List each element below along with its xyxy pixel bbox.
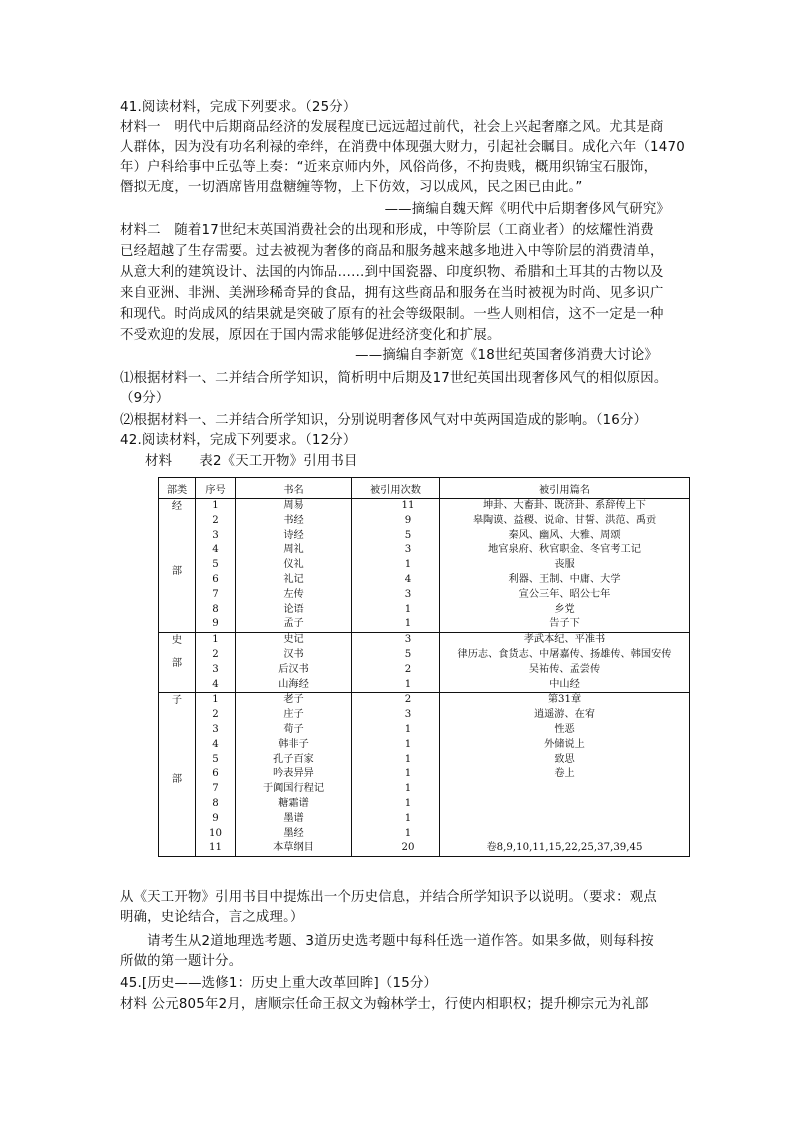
row-index: 6 xyxy=(212,573,219,585)
citation-count: 3 xyxy=(404,544,412,556)
choose-notice: 请考生从2道地理选考题、3道历史选考题中每科任选一道作答。如果多做，则每科按 xyxy=(120,934,654,949)
cited-chapters-column xyxy=(440,633,690,693)
book-title: 于阗国行程记 xyxy=(262,783,325,795)
book-title-column xyxy=(236,499,352,633)
cited-chapters: 坤卦、大畜卦、既济卦、系辞传上下 xyxy=(483,500,646,511)
cited-chapters: 吴祐传、孟尝传 xyxy=(528,663,601,675)
material2-line: 材料二 随着17世纪末英国消费社会的出现和形成，中等阶层（工商业者）的炫耀性消费 xyxy=(120,223,654,238)
cited-chapters xyxy=(440,827,689,842)
citation-count: 1 xyxy=(404,603,412,615)
row-index: 6 xyxy=(212,768,219,780)
citation-count: 1 xyxy=(404,559,412,571)
row-index: 4 xyxy=(212,678,219,690)
row-index: 2 xyxy=(212,648,219,660)
cited-chapters xyxy=(440,812,689,827)
book-title: 山海经 xyxy=(278,678,309,690)
book-title-column xyxy=(236,693,352,857)
q41-requirement-1: ⑴根据材料一、二并结合所学知识，简析明中后期及17世纪英国出现奢侈风气的相似原因。 xyxy=(120,371,668,386)
category-spacer xyxy=(159,708,195,772)
row-index: 3 xyxy=(212,723,219,735)
book-title: 书经 xyxy=(283,514,304,526)
category-cell xyxy=(159,693,196,857)
category-cell xyxy=(159,633,196,693)
citation-count: 9 xyxy=(404,514,412,526)
book-title: 礼记 xyxy=(283,573,304,585)
category-spacer xyxy=(159,514,195,564)
row-index: 8 xyxy=(212,603,219,615)
row-index: 7 xyxy=(212,588,219,600)
cited-chapters: 孝武本纪、平准书 xyxy=(523,634,606,646)
q41-title: 41.阅读材料，完成下列要求。（25分） xyxy=(120,100,357,115)
cited-chapters xyxy=(440,797,689,812)
choose-notice: 所做的第一题计分。 xyxy=(120,954,243,969)
row-index: 2 xyxy=(212,514,219,526)
category-char: 史 xyxy=(171,635,183,647)
citation-count: 3 xyxy=(404,709,412,721)
material2-line: 从意大利的建筑设计、法国的内饰品……到中国瓷器、印度织物、希腊和土耳其的古物以及 xyxy=(120,265,664,280)
material1-line: 人群体，因为没有功名利禄的牵绊，在消费中体现强大财力，引起社会瞩目。成化六年（1470 xyxy=(120,140,685,155)
material1-source: ——摘编自魏天辉《明代中后期奢侈风气研究》 xyxy=(384,202,670,217)
table-group-row xyxy=(159,633,690,693)
row-index: 2 xyxy=(212,709,219,721)
category-spacer xyxy=(159,648,195,656)
book-title: 荀子 xyxy=(283,723,304,735)
citation-count: 1 xyxy=(404,812,412,824)
book-title: 墨经 xyxy=(283,827,304,839)
cited-chapters: 逍遥游、在宥 xyxy=(533,709,596,721)
citation-count: 1 xyxy=(404,827,412,839)
citation-count: 2 xyxy=(404,694,412,706)
header-cell: 被引用篇名 xyxy=(440,478,690,499)
q41-requirement-1: （9分） xyxy=(120,391,170,406)
table-caption: 材料 表2《天工开物》引用书目 xyxy=(145,454,358,469)
row-index: 5 xyxy=(212,559,219,571)
book-title: 后汉书 xyxy=(278,663,309,675)
row-index: 7 xyxy=(212,783,219,795)
material2-line: 不受欢迎的发展，原因在于国内需求能够促进经济变化和扩展。 xyxy=(120,328,501,343)
book-title: 仪礼 xyxy=(283,559,304,571)
cited-chapters: 秦风、幽风、大雅、周颂 xyxy=(508,529,621,541)
book-title: 孔子百家 xyxy=(273,753,314,765)
row-index-column xyxy=(196,499,236,633)
citation-count: 5 xyxy=(404,648,412,660)
row-index: 1 xyxy=(212,634,219,646)
header-cell: 部类 xyxy=(159,478,196,499)
citation-count: 1 xyxy=(404,797,412,809)
citation-count: 2 xyxy=(404,663,412,675)
citation-count-column xyxy=(352,633,440,693)
table-header-row xyxy=(159,478,690,499)
citation-count: 1 xyxy=(404,768,412,780)
book-title: 韩非子 xyxy=(278,738,309,750)
q42-title: 42.阅读材料，完成下列要求。（12分） xyxy=(120,433,357,448)
citation-count: 1 xyxy=(404,678,412,690)
citation-count: 3 xyxy=(404,634,412,646)
row-index-column xyxy=(196,693,236,857)
cited-chapters: 丧服 xyxy=(554,559,575,571)
cited-chapters: 宣公三年、昭公七年 xyxy=(518,588,611,600)
cited-chapters xyxy=(440,782,689,797)
q45-material: 材料 公元805年2月，唐顺宗任命王叔文为翰林学士，行使内相职权；提升柳宗元为礼部 xyxy=(120,997,649,1012)
material1-line: 年）户科给事中丘弘等上奏：“近来京师内外，风俗尚侈，不拘贵贱，概用织锦宝石服饰， xyxy=(120,160,658,175)
cited-chapters: 卷8,9,10,11,15,22,25,37,39,45 xyxy=(486,842,643,854)
row-index: 10 xyxy=(209,827,222,839)
book-title: 老子 xyxy=(283,694,304,706)
cited-chapters: 利器、王制、中庸、大学 xyxy=(508,573,621,585)
cited-chapters: 地官泉府、秋官职金、冬官考工记 xyxy=(488,544,641,556)
cited-chapters-column xyxy=(440,499,690,633)
category-char: 经 xyxy=(171,501,183,512)
category-cell xyxy=(159,499,196,633)
material2-line: 已经超越了生存需要。过去被视为奢侈的商品和服务越来越多地进入中等阶层的消费清单， xyxy=(120,244,664,259)
book-title: 本草纲目 xyxy=(273,842,314,854)
q41-requirement-2: ⑵根据材料一、二并结合所学知识，分别说明奢侈风气对中英两国造成的影响。（16分） xyxy=(120,413,648,428)
row-index: 4 xyxy=(212,738,219,750)
row-index: 4 xyxy=(212,544,219,556)
table-group-row xyxy=(159,693,690,857)
book-title: 汉书 xyxy=(283,648,304,660)
material1-line: 材料一 明代中后期商品经济的发展程度已远远超过前代，社会上兴起奢靡之风。尤其是商 xyxy=(120,120,664,135)
book-title-column xyxy=(236,633,352,693)
row-index: 8 xyxy=(212,797,219,809)
citation-count: 20 xyxy=(401,842,415,854)
q42-requirement: 明确，史论结合，言之成理。） xyxy=(120,910,304,925)
header-cell: 序号 xyxy=(196,478,236,499)
citation-count: 3 xyxy=(404,588,412,600)
cited-chapters: 致思 xyxy=(554,753,575,765)
book-title: 周礼 xyxy=(283,544,304,556)
table-group-row xyxy=(159,499,690,633)
book-title: 吟表异异 xyxy=(273,768,314,780)
row-index: 3 xyxy=(212,529,219,541)
citation-count: 11 xyxy=(401,500,415,511)
row-index-column xyxy=(196,633,236,693)
cited-chapters: 乡党 xyxy=(554,603,575,615)
category-char: 部 xyxy=(171,566,183,577)
row-index: 3 xyxy=(212,663,219,675)
q45-title: 45.[历史——选修1：历史上重大改革回眸]（15分） xyxy=(120,976,438,991)
material1-line: 僭拟无度，一切酒席皆用盘糖缠等物，上下仿效，习以成风，民之困已由此。” xyxy=(120,180,583,195)
citation-count: 1 xyxy=(404,618,412,630)
cited-chapters: 第31章 xyxy=(547,694,582,706)
book-title: 左传 xyxy=(283,588,304,600)
row-index: 9 xyxy=(212,812,219,824)
material2-line: 来自亚洲、非洲、美洲珍稀奇异的食品，拥有这些商品和服务在当时被视为时尚、见多识广 xyxy=(120,286,664,301)
row-index: 5 xyxy=(212,753,219,765)
citation-count-column xyxy=(352,693,440,857)
q42-requirement: 从《天工开物》引用书目中提炼出一个历史信息，并结合所学知识予以说明。（要求：观点 xyxy=(120,890,657,905)
category-char: 部 xyxy=(171,658,183,670)
material2-source: ——摘编自李新宽《18世纪英国奢侈消费大讨论》 xyxy=(355,348,658,363)
category-char: 部 xyxy=(171,774,183,786)
cited-chapters: 中山经 xyxy=(549,678,580,690)
book-title: 庄子 xyxy=(283,709,304,721)
book-title: 周易 xyxy=(283,500,304,511)
category-char: 子 xyxy=(171,695,183,707)
book-title: 史记 xyxy=(283,634,304,646)
cited-chapters: 律历志、食货志、中屠嘉传、扬雄传、韩国安传 xyxy=(457,648,672,660)
citation-count: 1 xyxy=(404,738,412,750)
citation-table xyxy=(158,477,690,857)
row-index: 1 xyxy=(212,500,219,511)
cited-chapters-column xyxy=(440,693,690,857)
cited-chapters: 告子下 xyxy=(549,618,580,630)
book-title: 诗经 xyxy=(283,529,304,541)
cited-chapters: 皋陶谟、益稷、说命、甘誓、洪范、禹贡 xyxy=(472,514,657,526)
citation-count: 4 xyxy=(404,573,412,585)
cited-chapters: 卷上 xyxy=(554,768,575,780)
citation-count: 1 xyxy=(404,753,412,765)
citation-count: 1 xyxy=(404,723,412,735)
book-title: 墨谱 xyxy=(283,812,304,824)
material2-line: 和现代。时尚成风的结果就是突破了原有的社会等级限制。一些人则相信，这不一定是一种 xyxy=(120,307,664,322)
cited-chapters: 外储说上 xyxy=(544,738,585,750)
header-cell: 书名 xyxy=(236,478,352,499)
row-index: 1 xyxy=(212,694,219,706)
book-title: 孟子 xyxy=(283,618,304,630)
cited-chapters: 性恶 xyxy=(554,723,575,735)
row-index: 9 xyxy=(212,618,219,630)
header-cell: 被引用次数 xyxy=(352,478,440,499)
citation-count: 5 xyxy=(404,529,412,541)
row-index: 11 xyxy=(209,842,222,854)
book-title: 糖霜谱 xyxy=(278,797,309,809)
citation-count: 1 xyxy=(404,783,412,795)
citation-count-column xyxy=(352,499,440,633)
book-title: 论语 xyxy=(283,603,304,615)
